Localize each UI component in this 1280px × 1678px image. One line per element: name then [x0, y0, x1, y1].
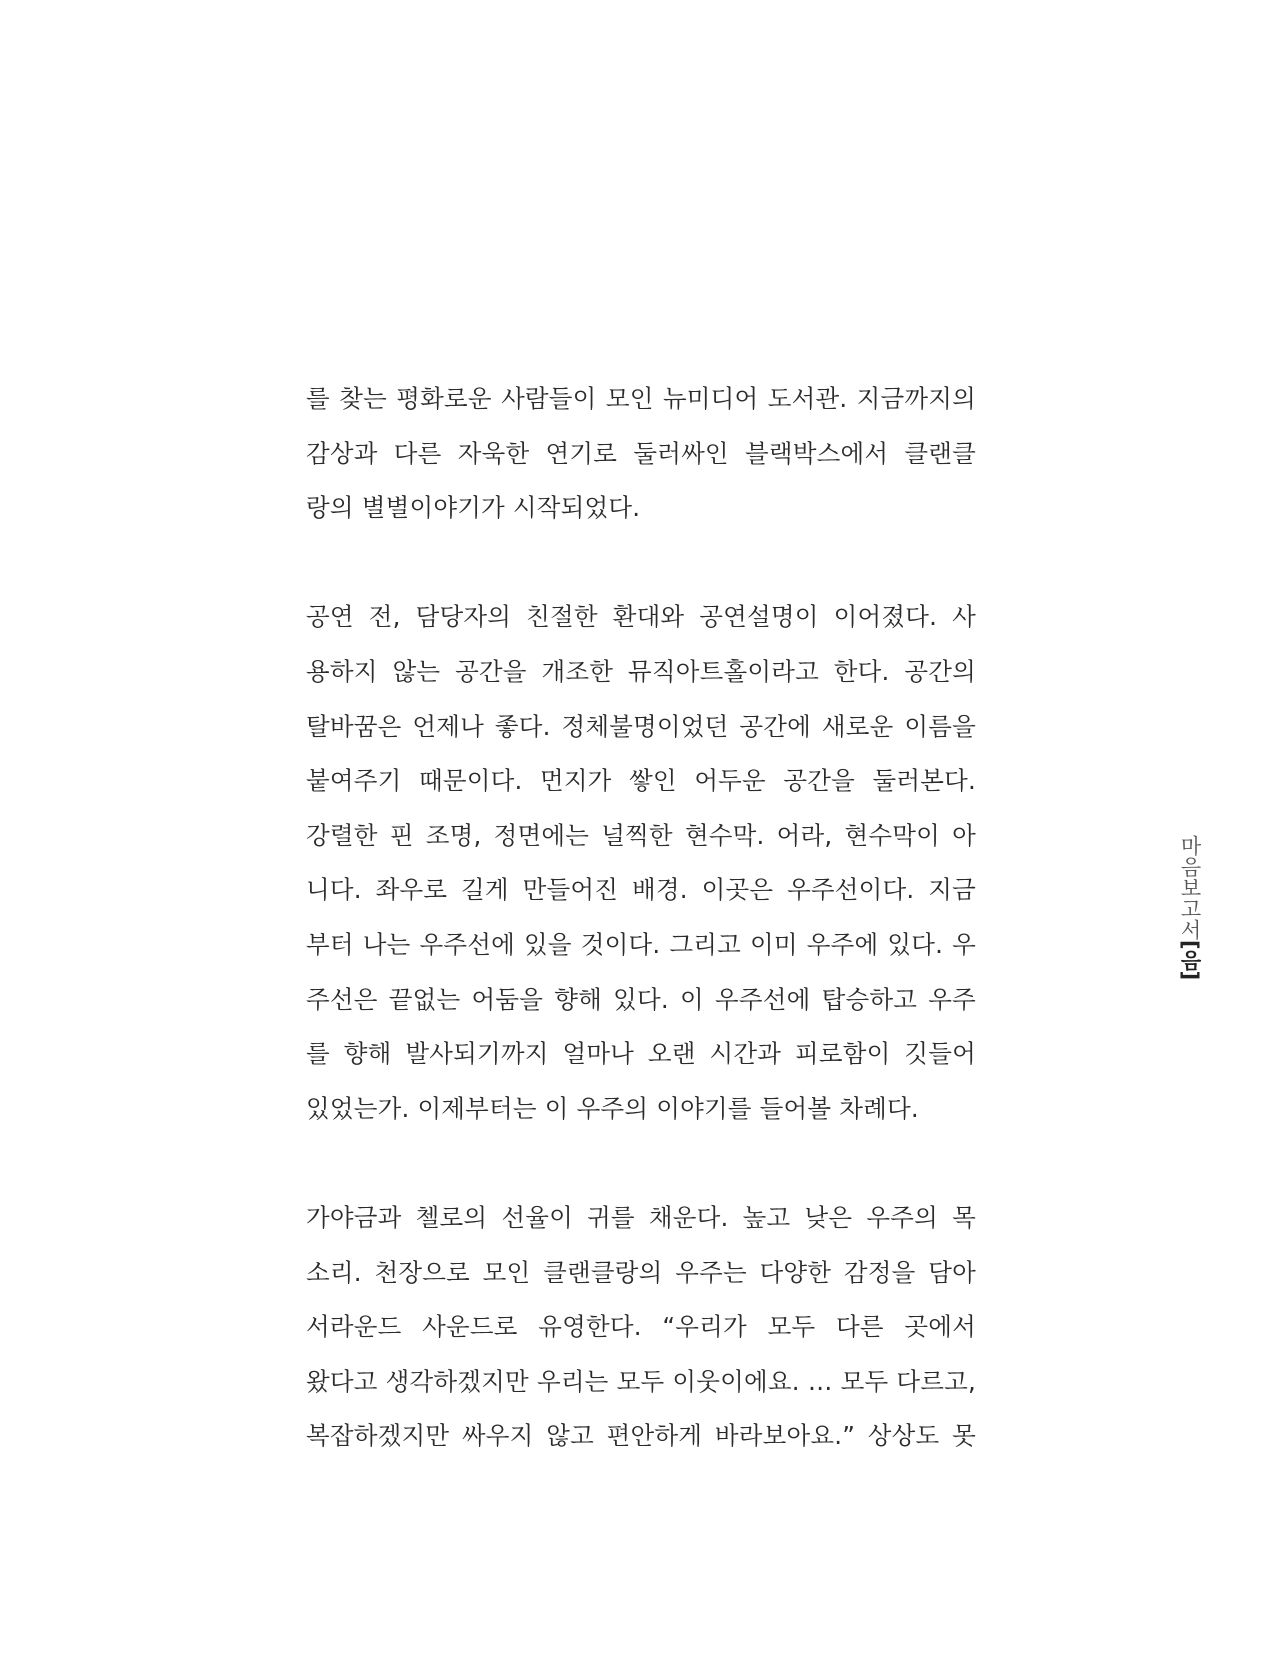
page-body — [306, 372, 976, 1464]
text-line: 를 향해 발사되기까지 얼마나 오랜 시간과 피로함이 깃들어 — [306, 1039, 976, 1069]
text-line: 가야금과 첼로의 선율이 귀를 채운다. 높고 낮은 우주의 목 — [306, 1202, 976, 1232]
text-line: 있었는가. 이제부터는 이 우주의 이야기를 들어볼 차례다. — [306, 1093, 919, 1123]
paragraph-gap — [306, 536, 976, 591]
text-line: 소리. 천장으로 모인 클랜클랑의 우주는 다양한 감정을 담아 — [306, 1257, 976, 1287]
text-line: 용하지 않는 공간을 개조한 뮤직아트홀이라고 한다. 공간의 — [306, 656, 976, 686]
paragraph-1 — [306, 372, 976, 536]
text-line: 랑의 별별이야기가 시작되었다. — [306, 493, 641, 523]
text-line: 부터 나는 우주선에 있을 것이다. 그리고 이미 우주에 있다. 우 — [306, 929, 976, 959]
text-line: 붙여주기 때문이다. 먼지가 쌓인 어두운 공간을 둘러본다. — [306, 766, 976, 796]
paragraph-2 — [306, 590, 976, 1136]
text-line: 강렬한 핀 조명, 정면에는 널찍한 현수막. 어라, 현수막이 아 — [306, 820, 976, 850]
side-section-title — [1170, 835, 1210, 995]
text-line: 공연 전, 담당자의 친절한 환대와 공연설명이 이어졌다. 사 — [306, 602, 976, 632]
text-line: 왔다고 생각하겠지만 우리는 모두 이웃이에요. … 모두 다르고, — [306, 1366, 976, 1396]
paragraph-gap — [306, 1136, 976, 1191]
paragraph-3 — [306, 1191, 976, 1464]
side-title-tag: [음] — [1178, 940, 1202, 981]
text-line: 를 찾는 평화로운 사람들이 모인 뉴미디어 도서관. 지금까지의 — [306, 384, 976, 413]
text-line: 주선은 끝없는 어둠을 향해 있다. 이 우주선에 탑승하고 우주 — [306, 984, 976, 1014]
text-line: 서라운드 사운드로 유영한다. “우리가 모두 다른 곳에서 — [306, 1312, 976, 1342]
text-line: 감상과 다른 자욱한 연기로 둘러싸인 블랙박스에서 클랜클 — [306, 438, 976, 468]
text-line: 탈바꿈은 언제나 좋다. 정체불명이었던 공간에 새로운 이름을 — [306, 711, 976, 741]
text-line: 복잡하겠지만 싸우지 않고 편안하게 바라보아요.” 상상도 못 — [306, 1421, 976, 1451]
text-line: 니다. 좌우로 길게 만들어진 배경. 이곳은 우주선이다. 지금 — [306, 875, 976, 905]
side-title-main: 마음보고서 — [1178, 835, 1202, 940]
